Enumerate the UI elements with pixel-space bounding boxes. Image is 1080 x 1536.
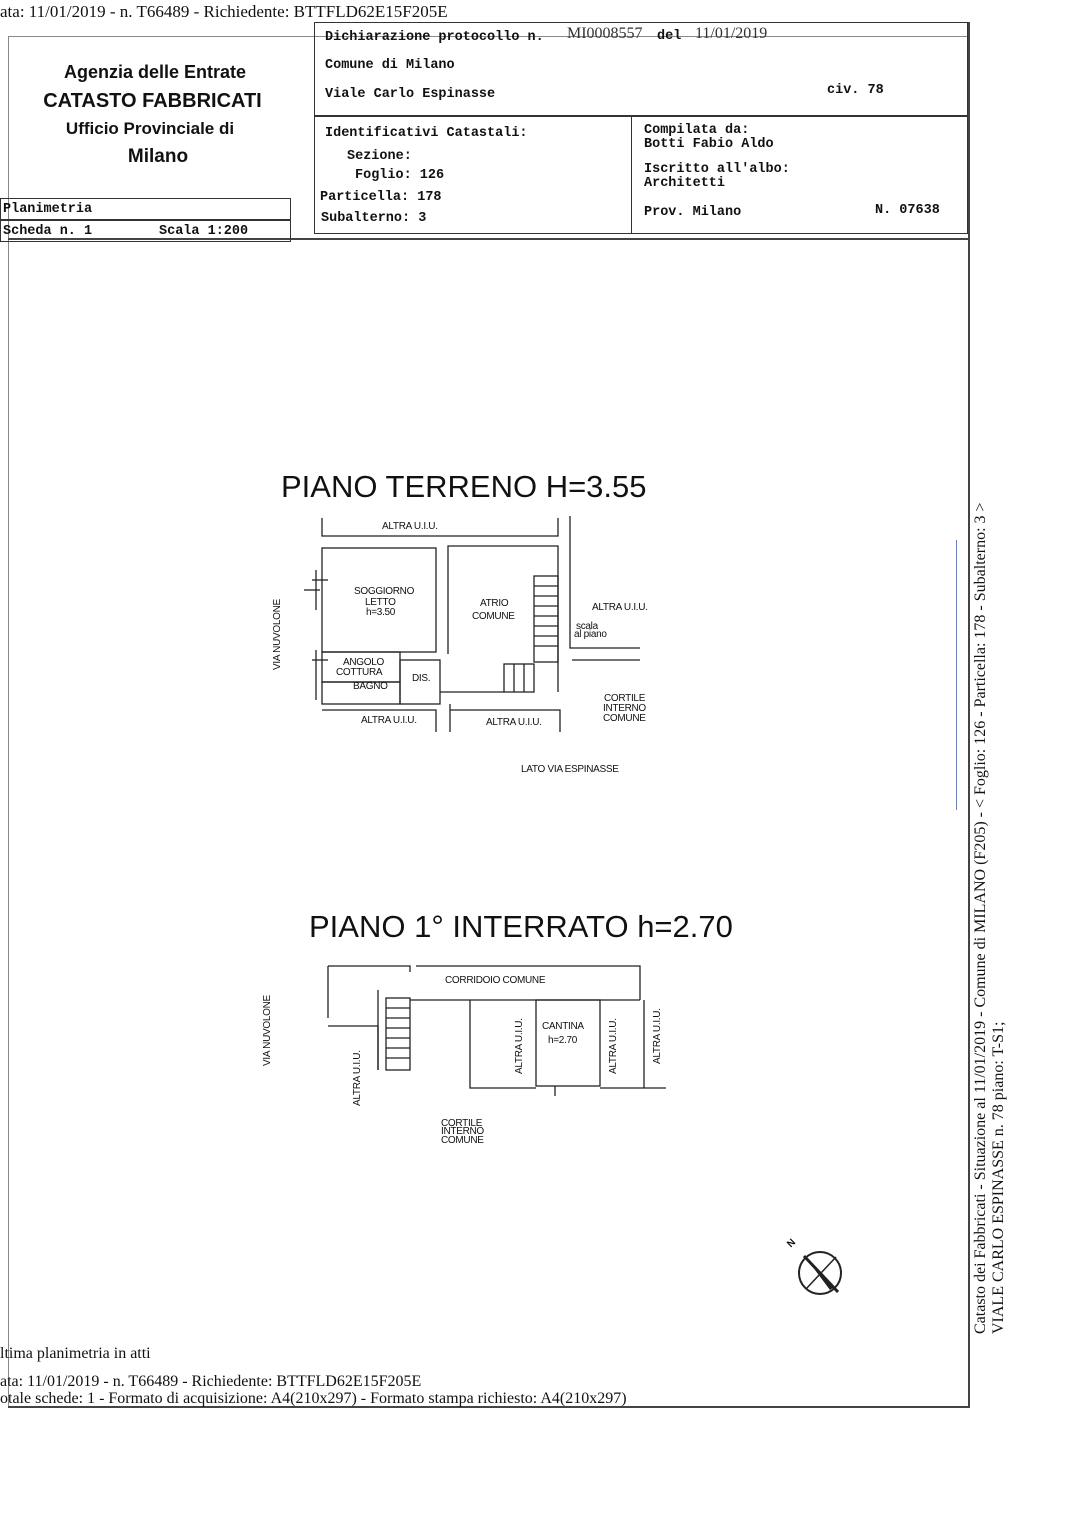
scala-label: scala (576, 621, 598, 632)
particella-field: Particella: 178 (320, 190, 442, 205)
footer-data-line: ata: 11/01/2019 - n. T66489 - Richiedente: BTTFLD62E15F205E (0, 1373, 422, 1390)
stairs-terreno (504, 576, 558, 692)
scheda-number: Scheda n. 1 (3, 224, 93, 239)
angolo-label: ANGOLO (343, 657, 384, 668)
cortile-comune-label: COMUNE (603, 713, 646, 724)
interrato-cortile-label: CORTILE (441, 1118, 483, 1129)
soggiorno-label: SOGGIORNO (354, 586, 415, 597)
terreno-altra-right: ALTRA U.I.U. (592, 602, 648, 613)
scheda-divider (1, 219, 290, 221)
address-label: Viale Carlo Espinasse (325, 87, 496, 102)
compass-north: N (785, 1237, 799, 1250)
terreno-altra-top: ALTRA U.I.U. (382, 521, 438, 532)
altra-top-outline (322, 518, 558, 536)
interrato-altra-2: ALTRA U.I.U. (514, 1018, 525, 1074)
albo-number: N. 07638 (875, 203, 940, 218)
letto-label: LETTO (365, 597, 396, 608)
dichiarazione-label: Dichiarazione protocollo n. (325, 30, 544, 45)
side-info-line1: Catasto dei Fabbricati - Situazione al 11/01/2019 - Comune di MILANO (F205) - < Foglio: 126 - Particella: 178 - Subalterno: 3 > (972, 502, 989, 1334)
compass-icon (790, 1240, 850, 1300)
scheda-box (0, 198, 291, 242)
lato-via-label: LATO VIA ESPINASSE (521, 764, 619, 775)
dichiarazione-box (314, 22, 968, 116)
ufficio-city: Milano (127, 146, 189, 167)
interrato-interno-label: INTERNO (441, 1126, 484, 1137)
comune-label: Comune di Milano (325, 58, 455, 73)
letto-height: h=3.50 (366, 607, 396, 618)
identificativi-title: Identificativi Catastali: (325, 126, 528, 141)
scala-label: Scala 1:200 (159, 224, 249, 239)
atrio-comune-label: COMUNE (472, 611, 515, 622)
protocollo-date: 11/01/2019 (695, 25, 768, 42)
interno-label: INTERNO (603, 703, 646, 714)
interrato-altra-3: ALTRA U.I.U. (608, 1018, 619, 1074)
scan-mark (956, 540, 957, 810)
agency-name: Agenzia delle Entrate (63, 62, 247, 82)
cottura-label: COTTURA (336, 667, 383, 678)
frame-right (968, 22, 970, 1407)
interrato-altra-1: ALTRA U.I.U. (352, 1050, 363, 1106)
atrio-label: ATRIO (480, 598, 509, 609)
side-info-line2: VIALE CARLO ESPINASSE n. 78 piano: T-S1; (990, 1021, 1007, 1334)
protocollo-number: MI0008557 (567, 25, 643, 42)
compilatore-name: Botti Fabio Aldo (644, 137, 774, 152)
request-line: ata: 11/01/2019 - n. T66489 - Richiedente: BTTFLD62E15F205E (0, 2, 448, 21)
catasto-title: CATASTO FABBRICATI (43, 90, 262, 112)
iscritto-label: Iscritto all'albo: (644, 162, 790, 177)
compilata-label: Compilata da: (644, 123, 750, 138)
interrato-altra-4: ALTRA U.I.U. (652, 1008, 663, 1064)
civico-label: civ. 78 (827, 83, 884, 98)
terreno-altra-bottom-mid: ALTRA U.I.U. (486, 717, 542, 728)
footer-ultima: ltima planimetria in atti (0, 1345, 151, 1362)
cantina-label: CANTINA (542, 1021, 584, 1032)
terreno-altra-bottom-left: ALTRA U.I.U. (361, 715, 417, 726)
ufficio-label: Ufficio Provinciale di (65, 119, 235, 138)
compilata-box (631, 116, 968, 234)
bagno-label: BAGNO (353, 681, 388, 692)
terreno-via-nuvolone: VIA NUVOLONE (272, 599, 283, 670)
piano-interrato-title: PIANO 1° INTERRATO h=2.70 (309, 909, 733, 944)
del-label: del (657, 29, 682, 44)
foglio-field: Foglio: 126 (355, 168, 445, 183)
al-piano-label: al piano (574, 629, 607, 640)
piano-terreno-title: PIANO TERRENO H=3.55 (281, 469, 647, 504)
corridoio-label: CORRIDOIO COMUNE (445, 975, 546, 986)
stairs-interrato (378, 990, 410, 1070)
subalterno-field: Subalterno: 3 (321, 211, 427, 226)
cortile-label: CORTILE (604, 693, 646, 704)
cantina-height: h=2.70 (548, 1035, 578, 1046)
planimetria-label: Planimetria (3, 202, 93, 217)
provincia-value: Prov. Milano (644, 205, 742, 220)
dis-label: DIS. (412, 673, 431, 684)
interrato-via-nuvolone: VIA NUVOLONE (262, 995, 273, 1066)
identificativi-box (314, 116, 632, 234)
interrato-comune-label: COMUNE (441, 1135, 484, 1146)
sezione-field: Sezione: (347, 149, 412, 164)
footer-totale-line: otale schede: 1 - Formato di acquisizione: A4(210x297) - Formato stampa richiesto: A4(210x297) (0, 1390, 627, 1407)
albo-value: Architetti (644, 176, 726, 191)
